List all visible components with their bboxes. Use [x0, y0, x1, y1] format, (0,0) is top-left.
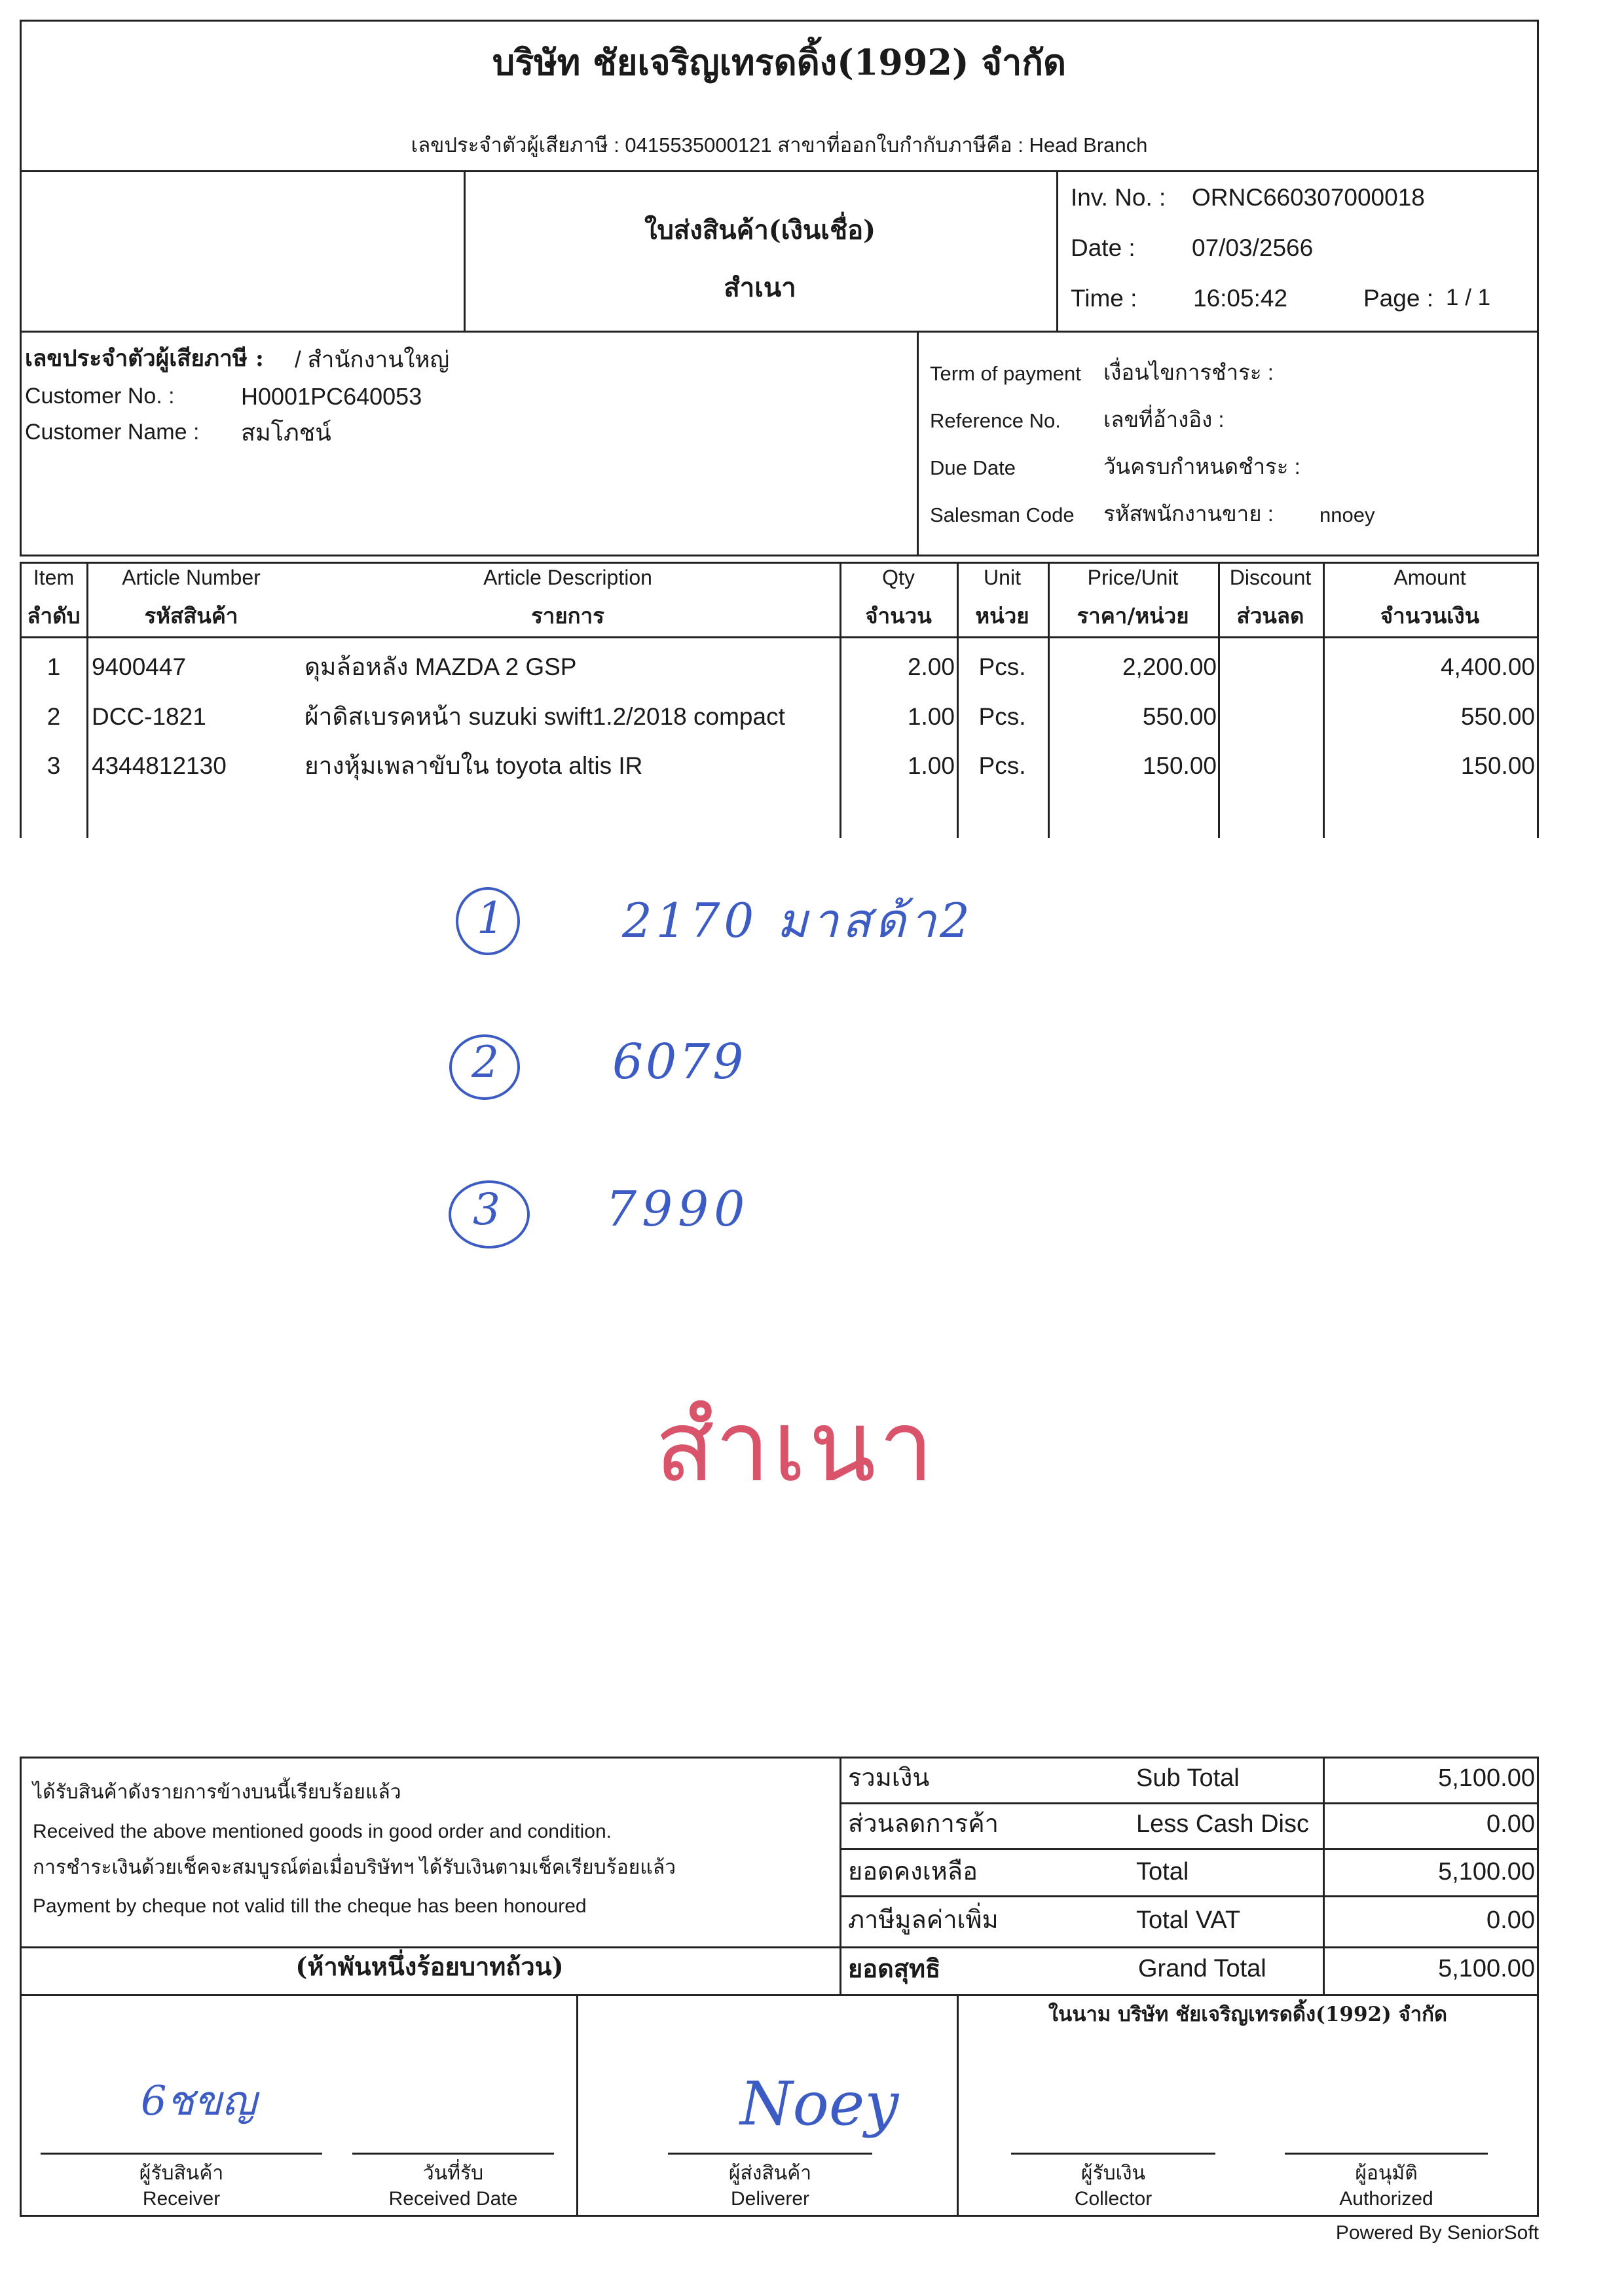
- row-unit: Pcs.: [978, 703, 1026, 730]
- footer-note-received-thai: ได้รับสินค้าดังรายการข้างบนนี้เรียบร้อยแล้ว: [33, 1781, 401, 1803]
- footer-note-cheque-thai: การชำระเงินด้วยเช็คจะสมบูรณ์ต่อเมื่อบริษัทฯ ได้รับเงินตามเช็คเรียบร้อยแล้ว: [33, 1857, 676, 1878]
- row-amount: 4,400.00: [1440, 653, 1535, 680]
- col-header-discount: Discount: [1229, 566, 1312, 589]
- subtotal-thai: รวมเงิน: [848, 1764, 930, 1792]
- salesman-code-thai: รหัสพนักงานขาย :: [1103, 501, 1274, 526]
- handwritten-note-2-number: 2: [471, 1037, 499, 1087]
- row-code: 4344812130: [92, 752, 227, 779]
- subtotal-en: Sub Total: [1136, 1764, 1240, 1792]
- powered-by: Powered By SeniorSoft: [1335, 2222, 1539, 2244]
- cash-discount-value: 0.00: [1486, 1810, 1535, 1838]
- footer-note-received-en: Received the above mentioned goods in good order and condition.: [33, 1821, 612, 1842]
- deliverer-signature-line: [668, 2153, 872, 2155]
- salesman-code-label: Salesman Code: [930, 503, 1075, 526]
- authorized-signature-line: [1285, 2153, 1488, 2155]
- row-description: ผ้าดิสเบรคหน้า suzuki swift1.2/2018 compact: [304, 703, 785, 730]
- terms-left-rule: [917, 331, 919, 556]
- handwritten-note-1-number: 1: [477, 893, 504, 943]
- term-of-payment-thai: เงื่อนไขการชำระ :: [1103, 360, 1274, 384]
- totals-left-rule: [840, 1757, 841, 1994]
- doc-title-right-rule: [1056, 170, 1058, 331]
- handwritten-note-1-text: 2170 มาสด้า2: [622, 893, 974, 948]
- col-header-amount: Amount: [1393, 566, 1466, 589]
- invoice-number-label: Inv. No. :: [1071, 184, 1166, 211]
- vat-thai: ภาษีมูลค่าเพิ่ม: [848, 1906, 999, 1934]
- totals-row-rule: [840, 1848, 1539, 1850]
- time-value: 16:05:42: [1193, 285, 1288, 312]
- grand-total-value: 5,100.00: [1438, 1955, 1535, 1982]
- vat-en: Total VAT: [1136, 1906, 1241, 1934]
- date-label: Date :: [1071, 234, 1135, 261]
- table-col-rule: [1323, 562, 1325, 838]
- row-code: DCC-1821: [92, 703, 206, 730]
- company-name: บริษัท ชัยเจริญเทรดดิ้ง(1992) จำกัด: [492, 41, 1067, 83]
- table-col-rule: [840, 562, 841, 838]
- customer-no-label: Customer No. :: [25, 384, 175, 409]
- col-header-qty: Qty: [882, 566, 915, 589]
- header-divider: [20, 170, 1539, 172]
- col-header-article-number: Article Number: [122, 566, 261, 589]
- signature-section-rule: [20, 1994, 1539, 1996]
- row-unit: Pcs.: [978, 653, 1026, 680]
- col-header-discount-thai: ส่วนลด: [1236, 603, 1304, 629]
- reference-no-thai: เลขที่อ้างอิง :: [1103, 407, 1225, 431]
- row-qty: 1.00: [907, 703, 955, 730]
- grand-total-thai: ยอดสุทธิ: [848, 1954, 941, 1983]
- copy-stamp: สำเนา: [655, 1390, 936, 1504]
- subtotal-value: 5,100.00: [1438, 1764, 1535, 1792]
- col-header-article-description: Article Description: [483, 566, 652, 589]
- handwritten-note-3-number: 3: [473, 1184, 500, 1235]
- customer-name-label: Customer Name :: [25, 420, 200, 445]
- table-col-rule: [1048, 562, 1050, 838]
- customer-name-value: สมโภชน์: [241, 419, 331, 446]
- customer-divider: [20, 331, 1539, 333]
- document-copy-label: สำเนา: [724, 272, 796, 303]
- table-col-rule: [1537, 562, 1539, 838]
- row-amount: 150.00: [1460, 752, 1535, 779]
- total-thai: ยอดคงเหลือ: [848, 1858, 978, 1886]
- row-unit: Pcs.: [978, 752, 1026, 779]
- table-top-rule: [20, 562, 1539, 564]
- col-header-price-thai: ราคา/หน่วย: [1077, 603, 1189, 629]
- invoice-number-value: ORNC660307000018: [1192, 184, 1425, 211]
- col-header-item: Item: [33, 566, 75, 589]
- reference-no-label: Reference No.: [930, 409, 1061, 432]
- handwritten-note-2-text: 6079: [612, 1034, 747, 1090]
- cash-discount-thai: ส่วนลดการค้า: [848, 1810, 999, 1838]
- table-col-rule: [20, 562, 22, 838]
- table-col-rule: [957, 562, 959, 838]
- col-header-qty-thai: จำนวน: [865, 603, 932, 629]
- col-header-unit-thai: หน่วย: [975, 603, 1029, 629]
- collector-label-en: Collector: [1074, 2188, 1153, 2210]
- row-amount: 550.00: [1460, 703, 1535, 730]
- cash-discount-en: Less Cash Disc: [1136, 1810, 1309, 1838]
- table-col-rule: [1218, 562, 1220, 838]
- due-date-thai: วันครบกำหนดชำระ :: [1103, 454, 1301, 479]
- receiver-signature: 6ชขญ: [141, 2077, 257, 2124]
- collector-signature-line: [1011, 2153, 1215, 2155]
- page-label: Page :: [1363, 285, 1433, 312]
- document-title: ใบส่งสินค้า(เงินเชื่อ): [644, 215, 876, 246]
- col-header-unit: Unit: [984, 566, 1021, 589]
- row-description: ยางหุ้มเพลาขับใน toyota altis IR: [304, 752, 643, 779]
- receiver-signature-line: [41, 2153, 322, 2155]
- total-value: 5,100.00: [1438, 1858, 1535, 1886]
- amount-in-words: (ห้าพันหนึ่งร้อยบาทถ้วน): [295, 1952, 564, 1981]
- row-price: 2,200.00: [1122, 653, 1217, 680]
- customer-tax-value: / สำนักงานใหญ่: [295, 347, 450, 373]
- page-value: 1 / 1: [1446, 285, 1491, 310]
- row-item: 1: [46, 653, 61, 680]
- row-item: 2: [46, 703, 61, 730]
- vat-value: 0.00: [1486, 1906, 1535, 1934]
- due-date-label: Due Date: [930, 456, 1016, 479]
- col-header-amount-thai: จำนวนเงิน: [1380, 603, 1480, 629]
- authorized-label-thai: ผู้อนุมัติ: [1355, 2162, 1418, 2184]
- customer-no-value: H0001PC640053: [241, 383, 422, 410]
- deliverer-label-en: Deliverer: [730, 2188, 810, 2210]
- totals-row-rule: [20, 1946, 1539, 1948]
- deliverer-label-thai: ผู้ส่งสินค้า: [728, 2162, 812, 2184]
- totals-row-rule: [840, 1895, 1539, 1897]
- table-header-rule: [20, 636, 1539, 638]
- row-price: 550.00: [1142, 703, 1217, 730]
- on-behalf-of-company: ในนาม บริษัท ชัยเจริญเทรดดิ้ง(1992) จำกัด: [1048, 2003, 1448, 2026]
- row-price: 150.00: [1142, 752, 1217, 779]
- received-date-line: [352, 2153, 554, 2155]
- col-header-item-thai: ลำดับ: [27, 603, 81, 629]
- collector-label-thai: ผู้รับเงิน: [1080, 2162, 1146, 2184]
- customer-tax-label: เลขประจำตัวผู้เสียภาษี :: [25, 345, 264, 372]
- deliverer-signature: Noey: [740, 2069, 899, 2139]
- receiver-label-en: Receiver: [142, 2188, 221, 2210]
- row-qty: 1.00: [907, 752, 955, 779]
- grand-total-en: Grand Total: [1138, 1955, 1266, 1982]
- handwritten-note-3-text: 7990: [606, 1181, 750, 1237]
- receiver-label-thai: ผู้รับสินค้า: [139, 2162, 224, 2184]
- received-date-label-thai: วันที่รับ: [422, 2162, 484, 2184]
- signature-col-rule: [576, 1994, 578, 2217]
- received-date-label-en: Received Date: [388, 2188, 518, 2210]
- total-en: Total: [1136, 1858, 1189, 1886]
- authorized-label-en: Authorized: [1339, 2188, 1433, 2210]
- company-tax-line: เลขประจำตัวผู้เสียภาษี : 0415535000121 สาขาที่ออกใบกำกับภาษีคือ : Head Branch: [411, 134, 1148, 156]
- col-header-description-thai: รายการ: [531, 603, 604, 629]
- totals-row-rule: [840, 1802, 1539, 1804]
- row-code: 9400447: [92, 653, 187, 680]
- term-of-payment-label: Term of payment: [930, 362, 1081, 385]
- col-header-article-number-thai: รหัสสินค้า: [144, 603, 238, 629]
- row-description: ดุมล้อหลัง MAZDA 2 GSP: [304, 653, 577, 680]
- doc-title-left-rule: [464, 170, 466, 331]
- date-value: 07/03/2566: [1192, 234, 1314, 261]
- row-item: 3: [46, 752, 61, 779]
- salesman-code-value: nnoey: [1320, 503, 1375, 526]
- table-col-rule: [86, 562, 88, 838]
- time-label: Time :: [1071, 285, 1137, 312]
- footer-note-cheque-en: Payment by cheque not valid till the cheque has been honoured: [33, 1895, 587, 1917]
- signature-col-rule: [957, 1994, 959, 2217]
- col-header-price-unit: Price/Unit: [1087, 566, 1179, 589]
- row-qty: 2.00: [907, 653, 955, 680]
